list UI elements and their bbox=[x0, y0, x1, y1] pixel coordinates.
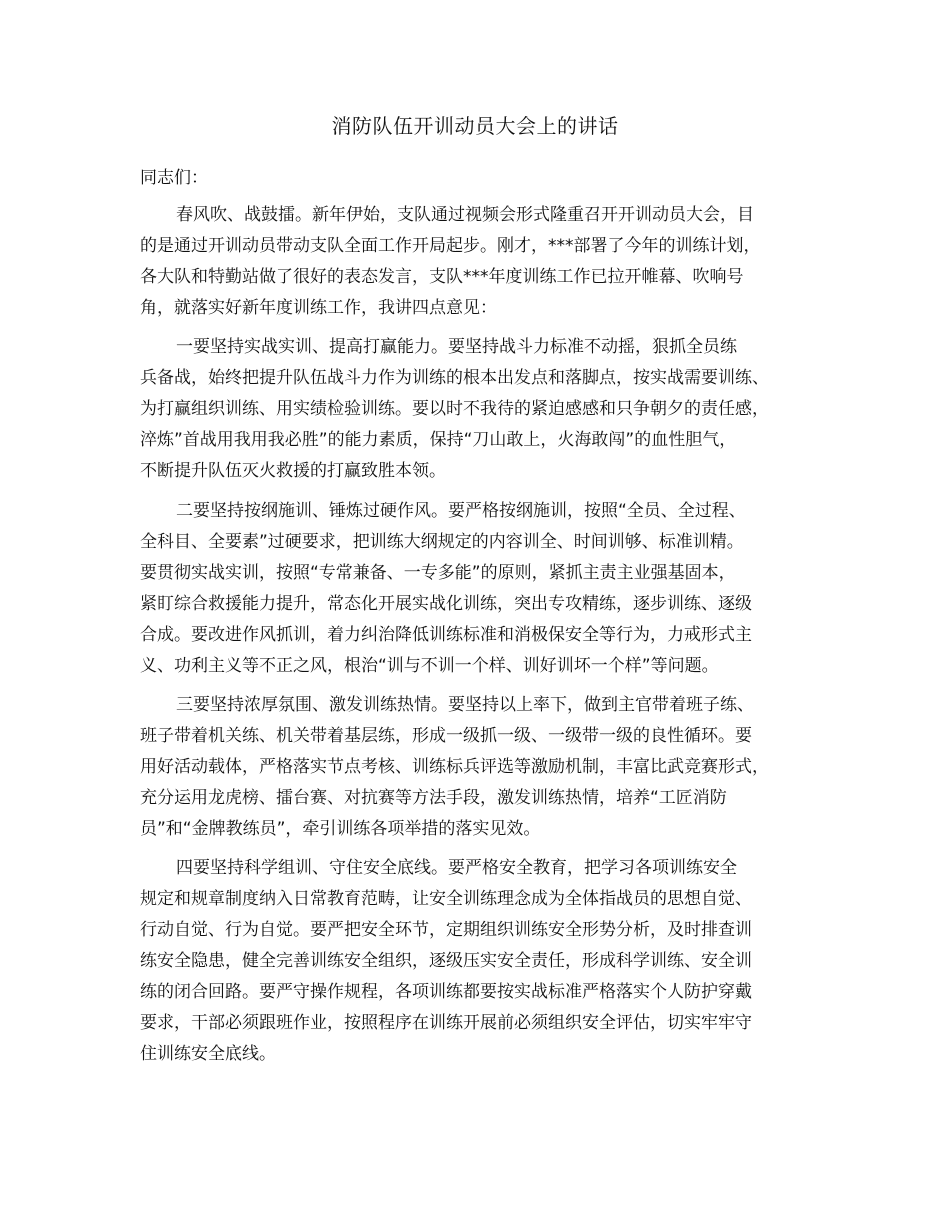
paragraph-point-1 bbox=[140, 332, 830, 487]
paragraph-line: 为打赢组织训练、用实绩检验训练。要以时不我待的紧迫感感和只争朝夕的责任感， bbox=[140, 399, 769, 419]
paragraph-line: 淬炼”首战用我用我必胜”的能力素质，保持“刀山敢上，火海敢闯”的血性胆气， bbox=[140, 430, 737, 450]
paragraph-point-3 bbox=[140, 690, 830, 845]
paragraph-line: 用好活动载体，严格落实节点考核、训练标兵评选等激励机制，丰富比武竞赛形式， bbox=[140, 757, 769, 777]
salutation: 同志们： bbox=[140, 168, 208, 188]
paragraph-point-2 bbox=[140, 496, 830, 682]
paragraph-line: 紧盯综合救援能力提升，常态化开展实战化训练，突出专攻精练，逐步训练、逐级 bbox=[140, 594, 752, 614]
paragraph-line: 不断提升队伍灭火救援的打赢致胜本领。 bbox=[140, 461, 446, 481]
paragraph-line: 充分运用龙虎榜、擂台赛、对抗赛等方法手段，激发训练热情，培养“工匠消防 bbox=[140, 788, 727, 808]
paragraph-line: 兵备战，始终把提升队伍战斗力作为训练的根本出发点和落脚点，按实战需要训练、 bbox=[140, 368, 769, 388]
paragraph-line: 四要坚持科学组训、守住安全底线。要严格安全教育，把学习各项训练安全 bbox=[176, 858, 737, 878]
paragraph-line: 各大队和特勤站做了很好的表态发言，支队***年度训练工作已拉开帷幕、吹响号 bbox=[140, 267, 744, 287]
paragraph-line: 班子带着机关练、机关带着基层练，形成一级抓一级、一级带一级的良性循环。要 bbox=[140, 726, 752, 746]
paragraph-line: 合成。要改进作风抓训，着力纠治降低训练标准和消极保安全等行为，力戒形式主 bbox=[140, 625, 752, 645]
paragraph-line: 义、功利主义等不正之风，根治“训与不训一个样、训好训坏一个样”等问题。 bbox=[140, 656, 719, 676]
paragraph-line: 要贯彻实战实训，按照“专常兼备、一专多能”的原则，紧抓主责主业强基固本， bbox=[140, 563, 736, 583]
paragraph-line: 三要坚持浓厚氛围、激发训练热情。要坚持以上率下，做到主官带着班子练、 bbox=[176, 695, 754, 715]
paragraph-line: 员”和“金牌教练员”，牵引训练各项举措的落实见效。 bbox=[140, 819, 541, 839]
paragraph-line: 住训练安全底线。 bbox=[140, 1044, 276, 1064]
paragraph-line: 练的闭合回路。要严守操作规程，各项训练都要按实战标准严格落实个人防护穿戴 bbox=[140, 982, 752, 1002]
paragraph-line: 二要坚持按纲施训、锤炼过硬作风。要严格按纲施训，按照“全员、全过程、 bbox=[176, 501, 746, 521]
paragraph-line: 一要坚持实战实训、提高打赢能力。要坚持战斗力标准不动摇，狠抓全员练 bbox=[176, 337, 737, 357]
document-title: 消防队伍开训动员大会上的讲话 bbox=[331, 114, 619, 138]
paragraph-line: 角，就落实好新年度训练工作，我讲四点意见： bbox=[140, 298, 497, 318]
paragraph-line: 练安全隐患，健全完善训练安全组织，逐级压实安全责任，形成科学训练、安全训 bbox=[140, 951, 752, 971]
paragraph-line: 的是通过开训动员带动支队全面工作开局起步。刚才，***部署了今年的训练计划， bbox=[140, 236, 761, 256]
paragraph-line: 全科目、全要素”过硬要求，把训练大纲规定的内容训全、时间训够、标准训精。 bbox=[140, 532, 744, 552]
paragraph-line: 春风吹、战鼓擂。新年伊始，支队通过视频会形式隆重召开开训动员大会，目 bbox=[176, 205, 754, 225]
paragraph-line: 规定和规章制度纳入日常教育范畴，让安全训练理念成为全体指战员的思想自觉、 bbox=[140, 889, 752, 909]
paragraph-opening bbox=[140, 200, 830, 324]
paragraph-point-4 bbox=[140, 853, 830, 1070]
paragraph-line: 行动自觉、行为自觉。要严把安全环节，定期组织训练安全形势分析，及时排查训 bbox=[140, 920, 752, 940]
paragraph-line: 要求，干部必须跟班作业，按照程序在训练开展前必须组织安全评估，切实牢牢守 bbox=[140, 1013, 752, 1033]
